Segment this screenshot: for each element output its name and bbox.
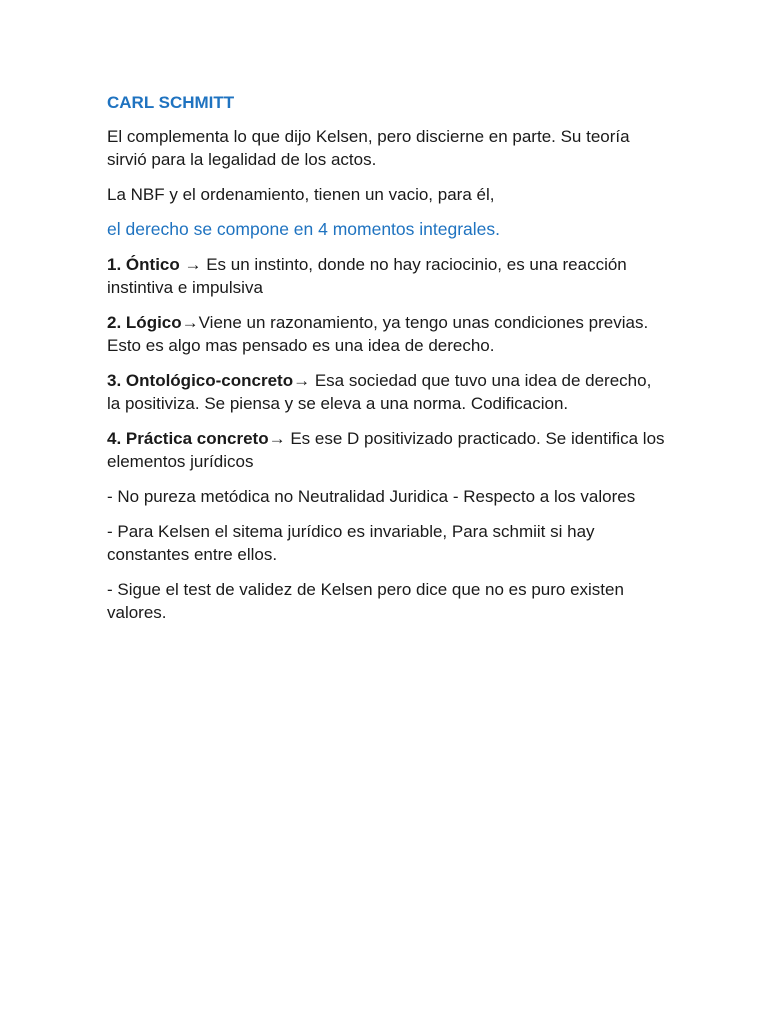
moment-item-4 xyxy=(107,427,667,473)
arrow-icon: → xyxy=(179,255,207,274)
moment-text: Es un instinto, donde no hay raciocinio, es una reacción instintiva e impulsiva xyxy=(107,255,627,297)
document-page xyxy=(107,92,667,636)
moment-text: Es ese D positivizado practicado. Se identifica los elementos jurídicos xyxy=(107,429,665,471)
moment-item-3 xyxy=(107,369,667,415)
arrow-icon: → xyxy=(181,313,199,332)
moment-term: Ontológico-concreto xyxy=(125,371,294,390)
moment-term: Óntico xyxy=(125,255,180,274)
bullet-item-1: - No pureza metódica no Neutralidad Juridica - Respecto a los valores xyxy=(107,487,636,506)
document-title: CARL SCHMITT xyxy=(107,93,235,112)
moment-item-2 xyxy=(107,311,667,357)
moment-item-1 xyxy=(107,253,667,299)
bullet-item-2: - Para Kelsen el sitema jurídico es invariable, Para schmiit si hay constantes entre ellos. xyxy=(107,522,595,564)
moment-number: 2. xyxy=(107,313,122,332)
intro-paragraph: El complementa lo que dijo Kelsen, pero discierne en parte. Su teoría sirvió para la legalidad de los actos. xyxy=(107,127,630,169)
bullet-item-3: - Sigue el test de validez de Kelsen pero dice que no es puro existen valores. xyxy=(107,580,624,622)
moment-term: Práctica concreto xyxy=(125,429,269,448)
highlight-paragraph: el derecho se compone en 4 momentos integrales. xyxy=(107,219,501,239)
moment-text: Viene un razonamiento, ya tengo unas condiciones previas. Esto es algo mas pensado es una idea de derecho. xyxy=(107,313,649,355)
moment-number: 4. xyxy=(107,429,122,448)
moment-number: 3. xyxy=(107,371,122,390)
moment-term: Lógico xyxy=(125,313,182,332)
arrow-icon: → xyxy=(293,371,315,390)
nbf-paragraph: La NBF y el ordenamiento, tienen un vacio, para él, xyxy=(107,185,495,204)
arrow-icon: → xyxy=(268,429,291,448)
moment-number: 1. xyxy=(107,255,122,274)
moment-text: Esa sociedad que tuvo una idea de derecho, la positiviza. Se piensa y se eleva a una norma. Codificacion. xyxy=(107,371,652,413)
